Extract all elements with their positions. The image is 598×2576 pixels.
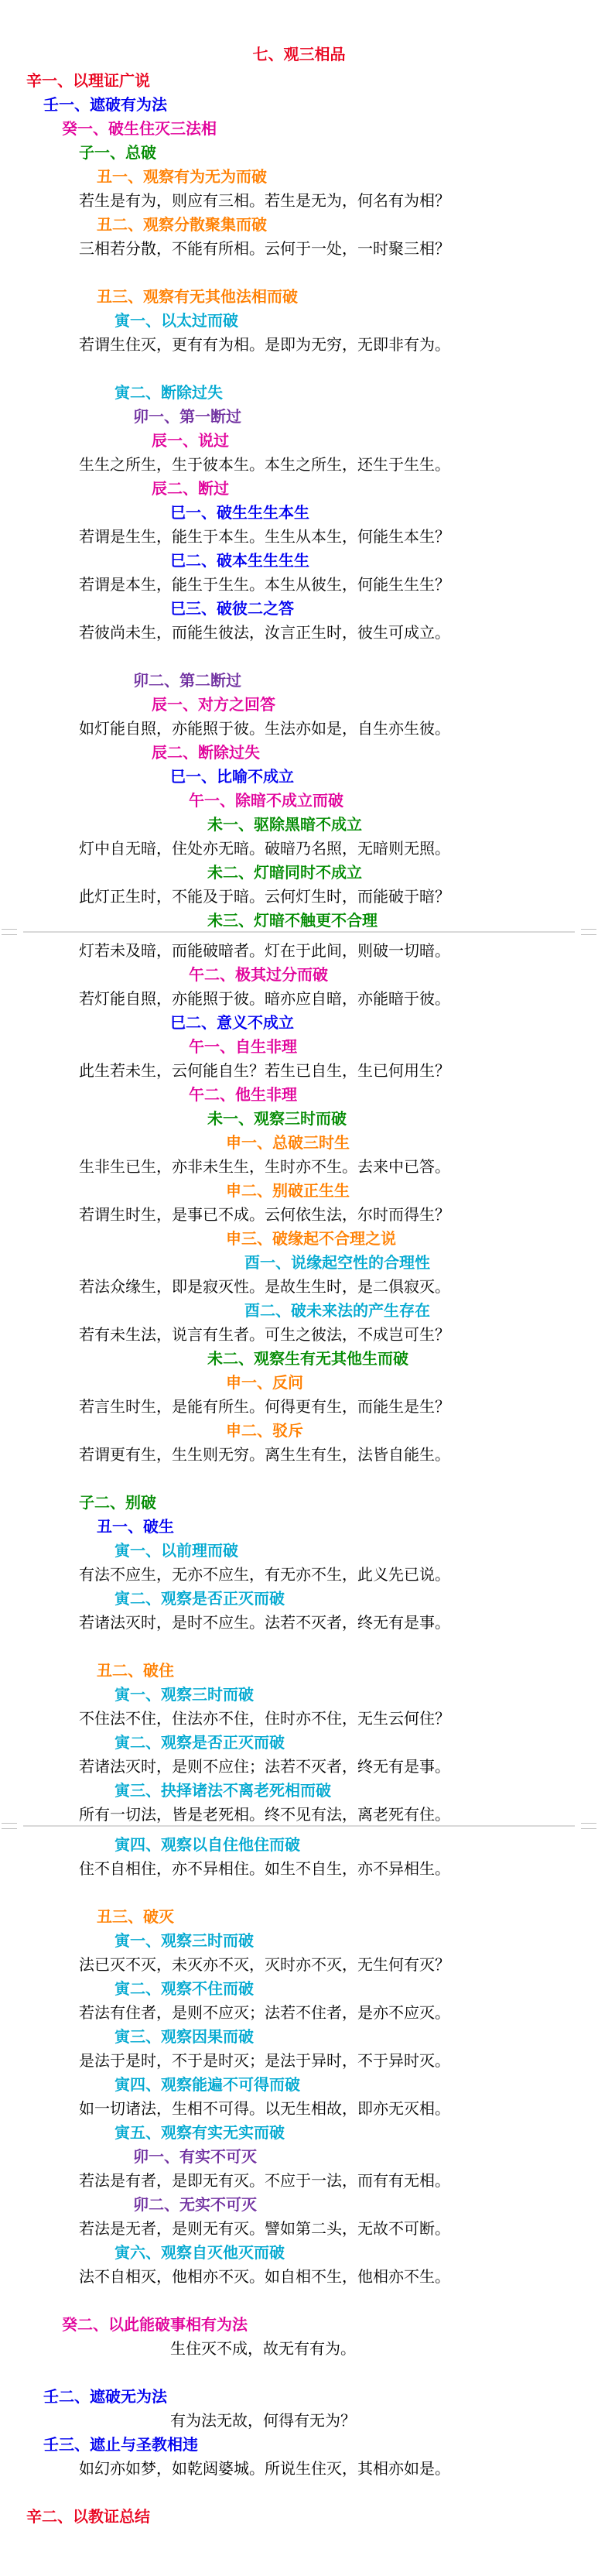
outline-heading: 丑三、观察有无其他法相而破 [97,287,298,306]
outline-heading: 午一、除暗不成立而破 [189,791,343,810]
outline-heading: 寅二、断除过失 [114,383,223,402]
outline-heading: 子二、别破 [79,1493,156,1512]
outline-heading: 丑一、观察有为无为而破 [97,167,267,186]
outline-heading: 寅四、观察能遍不可得而破 [114,2075,300,2094]
verse-line: 若法有住者，是则不应灭；法若不住者，是亦不应灭。 [79,2003,450,2022]
verse-line: 是法于是时，不于是时灭；是法于异时，不于异时灭。 [79,2051,450,2070]
outline-heading: 酉二、破未来法的产生存在 [244,1301,430,1320]
verse-line: 如幻亦如梦，如乾闼婆城。所说生住灭，其相亦如是。 [79,2459,450,2478]
verse-line: 灯若未及暗，而能破暗者。灯在于此间，则破一切暗。 [79,941,450,960]
verse-line: 有为法无故，何得有无为？ [170,2411,356,2430]
outline-heading: 癸二、以此能破事相有为法 [62,2315,248,2334]
verse-line: 生住灭不成，故无有有为。 [170,2339,356,2358]
outline-heading: 寅一、观察三时而破 [114,1685,254,1704]
verse-line: 如灯能自照，亦能照于彼。生法亦如是，自生亦生彼。 [79,719,450,738]
page-break-divider [0,929,598,935]
verse-line: 若谓是生生，能生于本生。生生从本生，何能生本生？ [79,527,450,546]
verse-line: 住不自相住，亦不异相住。如生不自生，亦不异相生。 [79,1859,450,1878]
outline-heading: 癸一、破生住灭三法相 [62,119,217,138]
outline-heading: 寅二、观察是否正灭而破 [114,1733,285,1752]
verse-line: 生生之所生，生于彼本生。本生之所生，还生于生生。 [79,455,450,474]
verse-line: 有法不应生，无亦不应生，有无亦不生，此义先已说。 [79,1565,450,1584]
outline-heading: 寅三、抉择诸法不离老死相而破 [114,1781,331,1800]
outline-heading: 卯二、第二断过 [133,671,241,690]
verse-line: 法已灭不灭，未灭亦不灭，灭时亦不灭，无生何有灭？ [79,1955,450,1974]
outline-heading: 辰二、断除过失 [152,743,260,762]
outline-heading: 未一、观察三时而破 [207,1109,347,1128]
verse-line: 若灯能自照，亦能照于彼。暗亦应自暗，亦能暗于彼。 [79,989,450,1008]
outline-heading: 卯二、无实不可灭 [133,2195,257,2214]
outline-heading: 丑二、观察分散聚集而破 [97,215,267,234]
verse-line: 若谓是本生，能生于生生。本生从彼生，何能生生生？ [79,575,450,594]
verse-line: 若有未生法，说言有生者。可生之彼法，不成岂可生？ [79,1325,450,1344]
verse-line: 法不自相灭，他相亦不灭。如自相不生，他相亦不生。 [79,2267,450,2286]
outline-heading: 寅六、观察自灭他灭而破 [114,2243,285,2262]
verse-line: 若法众缘生，即是寂灭性。是故生生时，是二俱寂灭。 [79,1277,450,1296]
verse-line: 若法是有者，是即无有灭。不应于一法，而有有无相。 [79,2171,450,2190]
outline-heading: 巳二、破本生生生生 [170,551,309,570]
verse-line: 若谓生住灭，更有有为相。是即为无穷，无即非有为。 [79,335,450,354]
verse-line: 若言生时生，是能有所生。何得更有生，而能生是生？ [79,1397,450,1416]
outline-heading: 寅一、以太过而破 [114,311,238,330]
outline-heading: 申二、别破正生生 [226,1181,350,1200]
outline-heading: 申二、驳斥 [226,1421,303,1440]
outline-heading: 申一、反问 [226,1373,303,1392]
outline-heading: 巳二、意义不成立 [170,1013,294,1032]
outline-heading: 午二、他生非理 [189,1085,297,1104]
verse-line: 灯中自无暗，住处亦无暗。破暗乃名照，无暗则无照。 [79,839,450,858]
verse-line: 若彼尚未生，而能生彼法，汝言正生时，彼生可成立。 [79,623,450,642]
outline-heading: 巳一、比喻不成立 [170,767,294,786]
outline-heading: 壬二、遮破无为法 [43,2387,167,2406]
outline-heading: 申一、总破三时生 [226,1133,350,1152]
outline-heading: 壬三、遮止与圣教相违 [43,2435,198,2454]
outline-heading: 寅四、观察以自住他住而破 [114,1835,300,1854]
page-break-divider [0,1823,598,1829]
verse-line: 若法是无者，是则无有灭。譬如第二头，无故不可断。 [79,2219,450,2238]
outline-heading: 巳三、破彼二之答 [170,599,294,618]
outline-heading: 午二、极其过分而破 [189,965,328,984]
outline-heading: 未三、灯暗不触更不合理 [207,911,378,930]
verse-line: 若诸法灭时，是时不应生。法若不灭者，终无有是事。 [79,1613,450,1632]
outline-heading: 未二、观察生有无其他生而破 [207,1349,408,1368]
verse-line: 如一切诸法，生相不可得。以无生相故，即亦无灭相。 [79,2099,450,2118]
outline-heading: 寅三、观察因果而破 [114,2027,254,2046]
outline-heading: 辰一、说过 [152,431,229,450]
verse-line: 三相若分散，不能有所相。云何于一处，一时聚三相？ [79,239,450,258]
verse-line: 此灯正生时，不能及于暗。云何灯生时，而能破于暗？ [79,887,450,906]
verse-line: 此生若未生，云何能自生？若生已自生，生已何用生？ [79,1061,450,1080]
outline-heading: 辰二、断过 [152,479,229,498]
verse-line: 若谓生时生，是事已不成。云何依生法，尔时而得生？ [79,1205,450,1224]
document-title: 七、观三相品 [252,45,346,63]
outline-heading: 丑三、破灭 [97,1907,174,1926]
outline-heading: 酉一、说缘起空性的合理性 [244,1253,430,1272]
outline-heading: 寅五、观察有实无实而破 [114,2123,285,2142]
outline-heading: 寅二、观察是否正灭而破 [114,1589,285,1608]
outline-heading: 丑一、破生 [97,1517,174,1536]
outline-heading: 午一、自生非理 [189,1037,297,1056]
outline-heading: 丑二、破住 [97,1661,174,1680]
outline-heading: 辛一、以理证广说 [26,71,150,90]
outline-heading: 巳一、破生生生本生 [170,503,309,522]
outline-heading: 寅一、观察三时而破 [114,1931,254,1950]
outline-heading: 辰一、对方之回答 [152,695,275,714]
outline-heading: 壬一、遮破有为法 [43,95,167,114]
verse-line: 若生是有为，则应有三相。若生是无为，何名有为相？ [79,191,450,210]
outline-heading: 卯一、第一断过 [133,407,241,426]
verse-line: 生非生已生，亦非未生生，生时亦不生。去来中已答。 [79,1157,450,1176]
outline-heading: 寅一、以前理而破 [114,1541,238,1560]
outline-heading: 未一、驱除黑暗不成立 [207,815,362,834]
verse-line: 若诸法灭时，是则不应住；法若不灭者，终无有是事。 [79,1757,450,1776]
outline-heading: 卯一、有实不可灭 [133,2147,257,2166]
outline-heading: 辛二、以教证总结 [26,2507,150,2526]
outline-heading: 子一、总破 [79,143,156,162]
verse-line: 不住法不住，住法亦不住，住时亦不住，无生云何住？ [79,1709,450,1728]
outline-heading: 申三、破缘起不合理之说 [226,1229,396,1248]
outline-heading: 寅二、观察不住而破 [114,1979,254,1998]
verse-line: 若谓更有生，生生则无穷。离生生有生，法皆自能生。 [79,1445,450,1464]
verse-line: 所有一切法，皆是老死相。终不见有法，离老死有住。 [79,1805,450,1824]
outline-heading: 未二、灯暗同时不成立 [207,863,362,882]
